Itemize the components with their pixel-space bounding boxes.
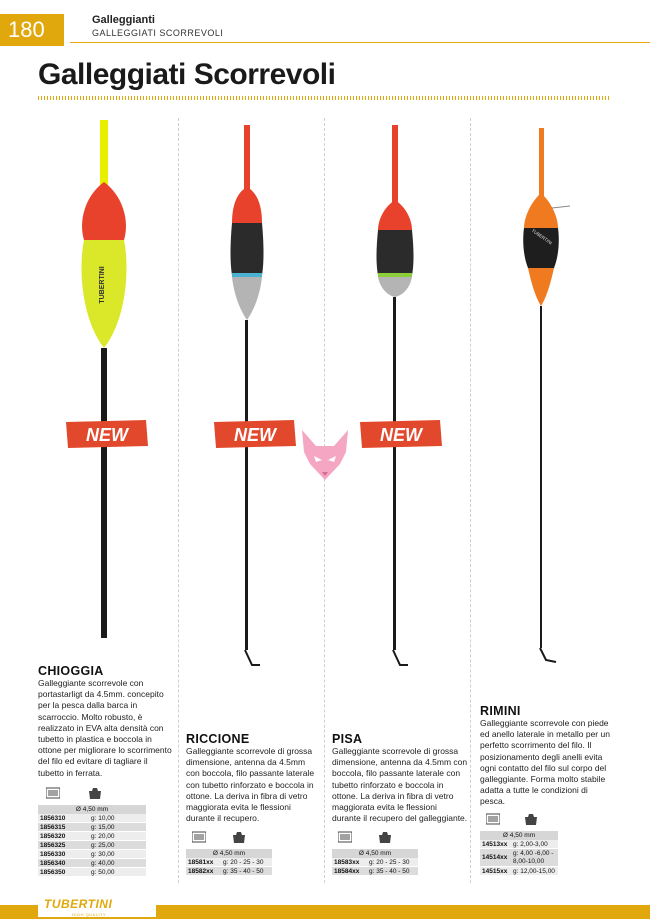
pisa-body-grey xyxy=(378,277,412,297)
pisa-antenna xyxy=(392,125,398,205)
table-row: 18582xx g: 35 - 40 - 50 xyxy=(186,867,272,876)
weight-icon xyxy=(524,812,538,826)
product-name: CHIOGGIA xyxy=(38,664,104,678)
page-title: Galleggiati Scorrevoli xyxy=(38,58,336,91)
riccione-stem xyxy=(245,320,248,650)
new-badge xyxy=(210,418,300,450)
chioggia-antenna xyxy=(100,120,108,190)
rimini-stem xyxy=(540,306,542,648)
rimini-float-image xyxy=(512,128,582,668)
header-rule xyxy=(70,42,650,43)
fox-logo-icon xyxy=(296,428,354,482)
rimini-antenna xyxy=(539,128,544,198)
product-name: RIMINI xyxy=(480,704,521,718)
diameter-label: Ø 4,50 mm xyxy=(38,805,146,814)
table-row: 1856315 g: 15,00 xyxy=(38,823,146,832)
spec-table xyxy=(480,812,558,876)
chioggia-stem xyxy=(101,348,107,638)
weight-icon xyxy=(378,830,392,844)
pisa-top xyxy=(378,200,412,230)
table-row: 14514xx g: 4,00 -6,00 - 8,00-10,00 xyxy=(480,849,558,867)
pisa-stem xyxy=(393,297,396,650)
new-badge xyxy=(356,418,446,450)
barcode-icon xyxy=(486,812,500,826)
table-row: 1856350 g: 50,00 xyxy=(38,868,146,877)
barcode-icon xyxy=(192,830,206,844)
page-number: 180 xyxy=(0,14,64,46)
diameter-label: Ø 4,50 mm xyxy=(480,831,558,840)
table-row: 18584xx g: 35 - 40 - 50 xyxy=(332,867,418,876)
table-row: 1856340 g: 40,00 xyxy=(38,859,146,868)
table-row: 14515xx g: 12,00-15,00 xyxy=(480,867,558,876)
rimini-foot xyxy=(540,648,556,662)
diameter-label: Ø 4,50 mm xyxy=(332,849,418,858)
new-badge xyxy=(62,418,152,450)
product-description: Galleggiante scorrevole con portastarligt da 4.5mm. concepito per la pesca dalla barca in scarroccio. Molto robusto, è realizzato in EVA alta densità con tubetto in plastica e boccola in ottone per migliorare lo scorrimento del filo ed evitare di tagliare il tubetto in ferrata. xyxy=(38,678,172,778)
weight-icon xyxy=(232,830,246,844)
riccione-float-image xyxy=(218,125,278,670)
chioggia-body-label: TUBERTINI xyxy=(99,266,106,304)
barcode-icon xyxy=(338,830,352,844)
pisa-foot xyxy=(393,650,408,665)
title-dotted-rule xyxy=(38,96,610,100)
barcode-icon xyxy=(46,786,60,800)
riccione-body-dark xyxy=(231,223,264,275)
table-row: 1856330 g: 30,00 xyxy=(38,850,146,859)
chioggia-float-image xyxy=(60,120,150,650)
svg-text:NEW: NEW xyxy=(380,425,422,445)
spec-table xyxy=(186,830,272,876)
rimini-ring-icon xyxy=(552,206,570,208)
pisa-ring xyxy=(378,273,412,277)
weight-icon xyxy=(88,786,102,800)
product-name: RICCIONE xyxy=(186,732,250,746)
riccione-antenna xyxy=(244,125,250,195)
header-subcategory: GALLEGGIATI SCORREVOLI xyxy=(92,28,224,38)
riccione-top xyxy=(232,187,262,223)
riccione-ring xyxy=(232,273,262,277)
table-row: 18583xx g: 20 - 25 - 30 xyxy=(332,858,418,867)
pisa-float-image xyxy=(366,125,426,670)
table-row: 1856310 g: 10,00 xyxy=(38,814,146,823)
product-description: Galleggiante scorrevole di grossa dimensione, antenna da 4.5mm con boccola, filo passante laterale con tubetto rinforzato e boccola in ottone. La deriva in fibra di vetro maggiorata evita le flessioni durante il recupero. xyxy=(186,746,315,824)
product-description: Galleggiante scorrevole di grossa dimensione, antenna da 4.5mm con boccola, filo passante laterale con tubetto rinforzato e boccola in ottone. La deriva in fibra di vetro maggiorata evita le flessioni durante il recupero del galleggiante. xyxy=(332,746,468,824)
column-divider xyxy=(470,118,471,883)
table-row: 1856325 g: 25,00 xyxy=(38,841,146,850)
header-category: Galleggianti xyxy=(92,14,155,26)
product-name: PISA xyxy=(332,732,363,746)
diameter-label: Ø 4,50 mm xyxy=(186,849,272,858)
svg-text:NEW: NEW xyxy=(234,425,276,445)
column-divider xyxy=(178,118,179,883)
chioggia-top xyxy=(82,182,126,240)
rimini-top xyxy=(524,193,558,228)
riccione-body-grey xyxy=(232,277,262,320)
table-row: 1856320 g: 20,00 xyxy=(38,832,146,841)
spec-table xyxy=(38,786,146,877)
rimini-body-label: TUBERTINI xyxy=(530,227,553,246)
rimini-body-orange xyxy=(528,268,554,306)
table-row: 18581xx g: 20 - 25 - 30 xyxy=(186,858,272,867)
product-description: Galleggiante scorrevole con piede ed anello laterale in metallo per un perfetto scorrimento del filo. Il posizionamento degli anelli evita ogni contatto del filo sul corpo del galleggiante. Forma molto stabile adatta a tutte le condizioni di pesca. xyxy=(480,718,610,807)
brand-tagline: HIGH QUALITY xyxy=(72,912,107,917)
riccione-foot xyxy=(245,650,260,665)
brand-logo: TUBERTINI xyxy=(44,897,113,911)
column-divider xyxy=(324,118,325,883)
pisa-body-dark xyxy=(377,230,414,275)
spec-table xyxy=(332,830,418,876)
table-row: 14513xx g: 2,00-3,00 xyxy=(480,840,558,849)
svg-text:NEW: NEW xyxy=(86,425,128,445)
